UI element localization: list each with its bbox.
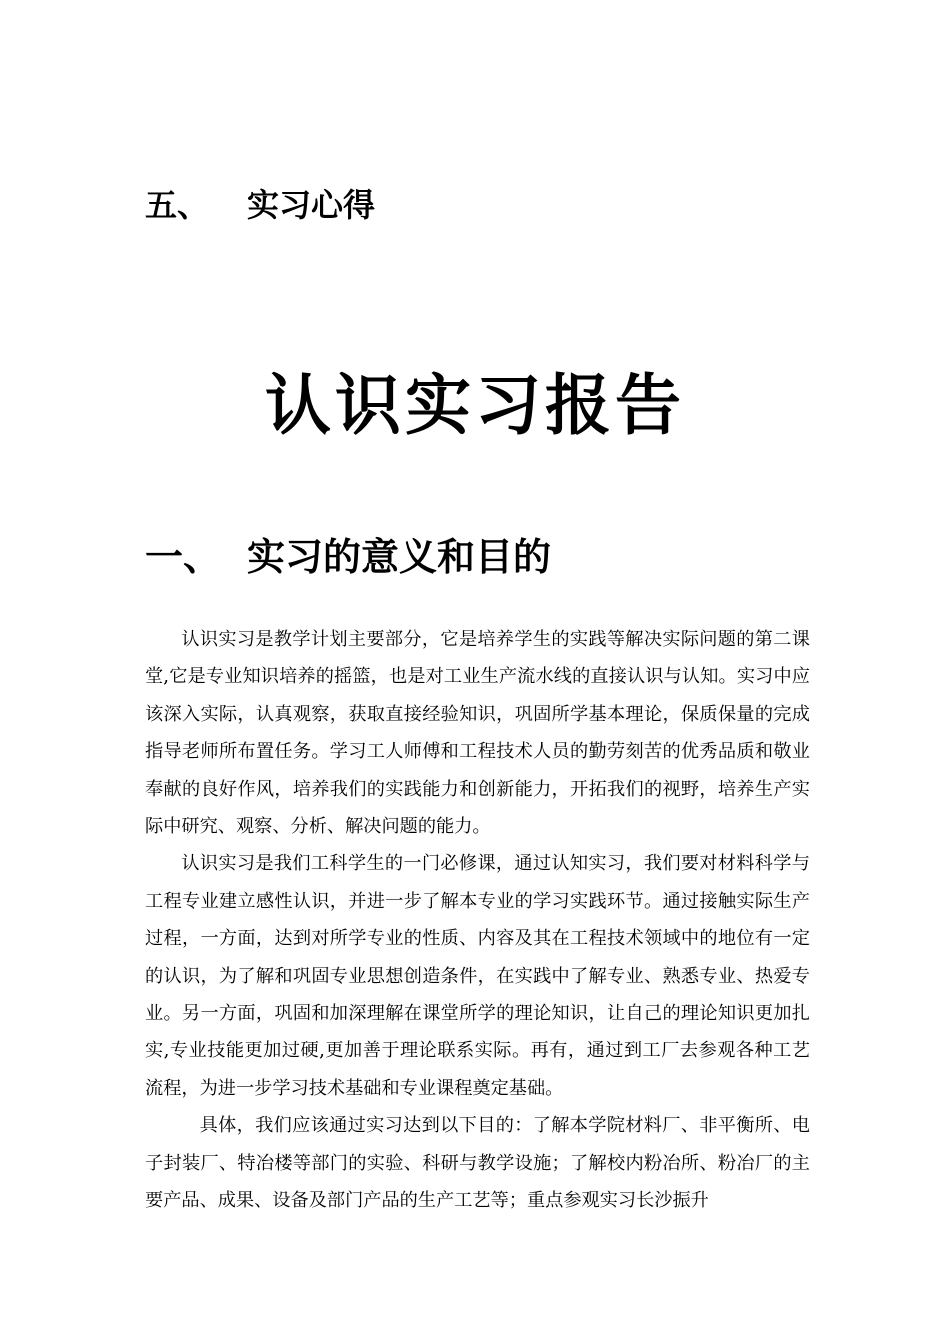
paragraph: 具体，我们应该通过实习达到以下目的：了解本学院材料厂、非平衡所、电子封装厂、特冶楼等部门的实验、科研与教学设施；了解校内粉冶所、粉冶厂的主要产品、成果、设备及部门产品的生产工艺等；重点参观实习长沙振升 bbox=[145, 1115, 810, 1212]
body-text bbox=[145, 621, 810, 1220]
section-heading-1 bbox=[145, 526, 551, 580]
section-title: 实习的意义和目的 bbox=[247, 534, 552, 579]
section-heading-5 bbox=[145, 180, 375, 226]
report-title: 认识实习报告 bbox=[265, 367, 685, 444]
paragraph: 认识实习是我们工科学生的一门必修课，通过认知实习，我们要对材料科学与工程专业建立感性认识，并进一步了解本专业的学习实践环节。通过接触实际生产过程，一方面，达到对所学专业的性质、内容及其在工程技术领域中的地位有一定的认识，为了解和巩固专业思想创造条件，在实践中了解专业、熟悉专业、热爱专业。另一方面，巩固和加深理解在课堂所学的理论知识，让自己的理论知识更加扎实,专业技能更加过硬,更加善于理论联系实际。再有，通过到工厂去参观各种工艺流程，为进一步学习技术基础和专业课程奠定基础。 bbox=[145, 853, 810, 1099]
paragraph: 认识实习是教学计划主要部分，它是培养学生的实践等解决实际问题的第二课堂,它是专业知识培养的摇篮，也是对工业生产流水线的直接认识与认知。实习中应该深入实际，认真观察，获取直接经验知识，巩固所学基本理论，保质保量的完成指导老师所布置任务。学习工人师傅和工程技术人员的勤劳刻苦的优秀品质和敬业奉献的良好作风，培养我们的实践能力和创新能力，开拓我们的视野，培养生产实际中研究、观察、分析、解决问题的能力。 bbox=[145, 629, 810, 838]
section-number: 五、 bbox=[145, 186, 210, 224]
section-number: 一、 bbox=[145, 534, 222, 579]
section-title: 实习心得 bbox=[247, 186, 376, 224]
